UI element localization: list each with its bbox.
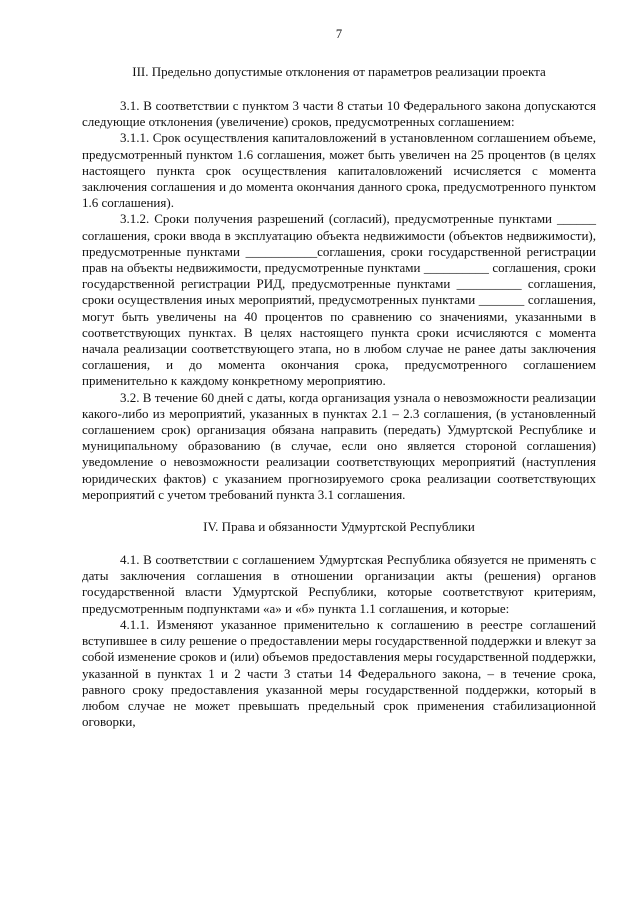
section-3-heading: III. Предельно допустимые отклонения от параметров реализации проекта	[132, 64, 546, 79]
paragraph-3-2: 3.2. В течение 60 дней с даты, когда организация узнала о невозможности реализации какого-либо из мероприятий, указанных в пунктах 2.1 – 2.3 соглашения, (в установленный соглашением срок) организация обязана направить (передать) Удмуртской Республике и муниципальному образованию (в случае, если оно является стороной соглашения) уведомление о невозможности реализации соответствующих мероприятий (наступления юридических фактов) с указанием прогнозируемого срока реализации соответствующих мероприятий с учетом требований пункта 3.1 соглашения.	[82, 389, 596, 502]
section-4-heading: IV. Права и обязанности Удмуртской Республики	[203, 519, 475, 535]
paragraph-3-1: 3.1. В соответствии с пунктом 3 части 8 статьи 10 Федерального закона допускаются следующие отклонения (увеличение) сроков, предусмотренных соглашением:	[82, 98, 596, 130]
paragraph-3-1-2: 3.1.2. Сроки получения разрешений (согласий), предусмотренные пунктами ______ соглашения, сроки ввода в эксплуатацию объекта недвижимости (объектов недвижимости), предусмотренные пунктами ___________соглашения, сроки государственной регистрации прав на объекты недвижимости, предусмотренные пунктами __________ соглашения, сроки государственной регистрации РИД, предусмотренные пунктами __________ соглашения, сроки осуществления иных мероприятий, предусмотренных пунктами _______ соглашения, могут быть увеличены на 40 процентов по сравнению со значениями, указанными в соответствующих пунктах. В целях настоящего пункта сроки исчисляются с момента начала реализации соответствующего этапа, но в любом случае не ранее даты заключения соглашения, и до момента окончания срока, предусмотренного соглашением применительно к каждому конкретному мероприятию.	[82, 211, 596, 389]
page-number: 7	[335, 27, 343, 41]
paragraph-4-1-1: 4.1.1. Изменяют указанное применительно к соглашению в реестре соглашений вступившее в силу решение о предоставлении меры государственной поддержки и влекут за собой изменение сроков и (или) объемов предоставления меры государственной поддержки, указанной в пунктах 1 и 2 части 3 статьи 14 Федерального закона, – в течение срока, равного сроку предоставления указанной меры государственной поддержки, который в любом случае не может превышать предельный срок применения стабилизационной оговорки,	[82, 616, 596, 730]
paragraph-4-1: 4.1. В соответствии с соглашением Удмуртская Республика обязуется не применять с даты заключения соглашения в отношении организации акты (решения) органов государственной власти Удмуртской Республики, которые соответствуют критериям, предусмотренным подпунктами «а» и «б» пункта 1.1 соглашения, и которые:	[82, 552, 596, 616]
paragraph-3-1-1: 3.1.1. Срок осуществления капиталовложений в установленном соглашением объеме, предусмотренный пунктом 1.6 соглашения, может быть увеличен на 25 процентов (в целях настоящего пункта срок осуществления капиталовложений исчисляется с момента заключения соглашения и до момента окончания данного срока, предусмотренного пунктом 1.6 соглашения).	[82, 130, 596, 211]
